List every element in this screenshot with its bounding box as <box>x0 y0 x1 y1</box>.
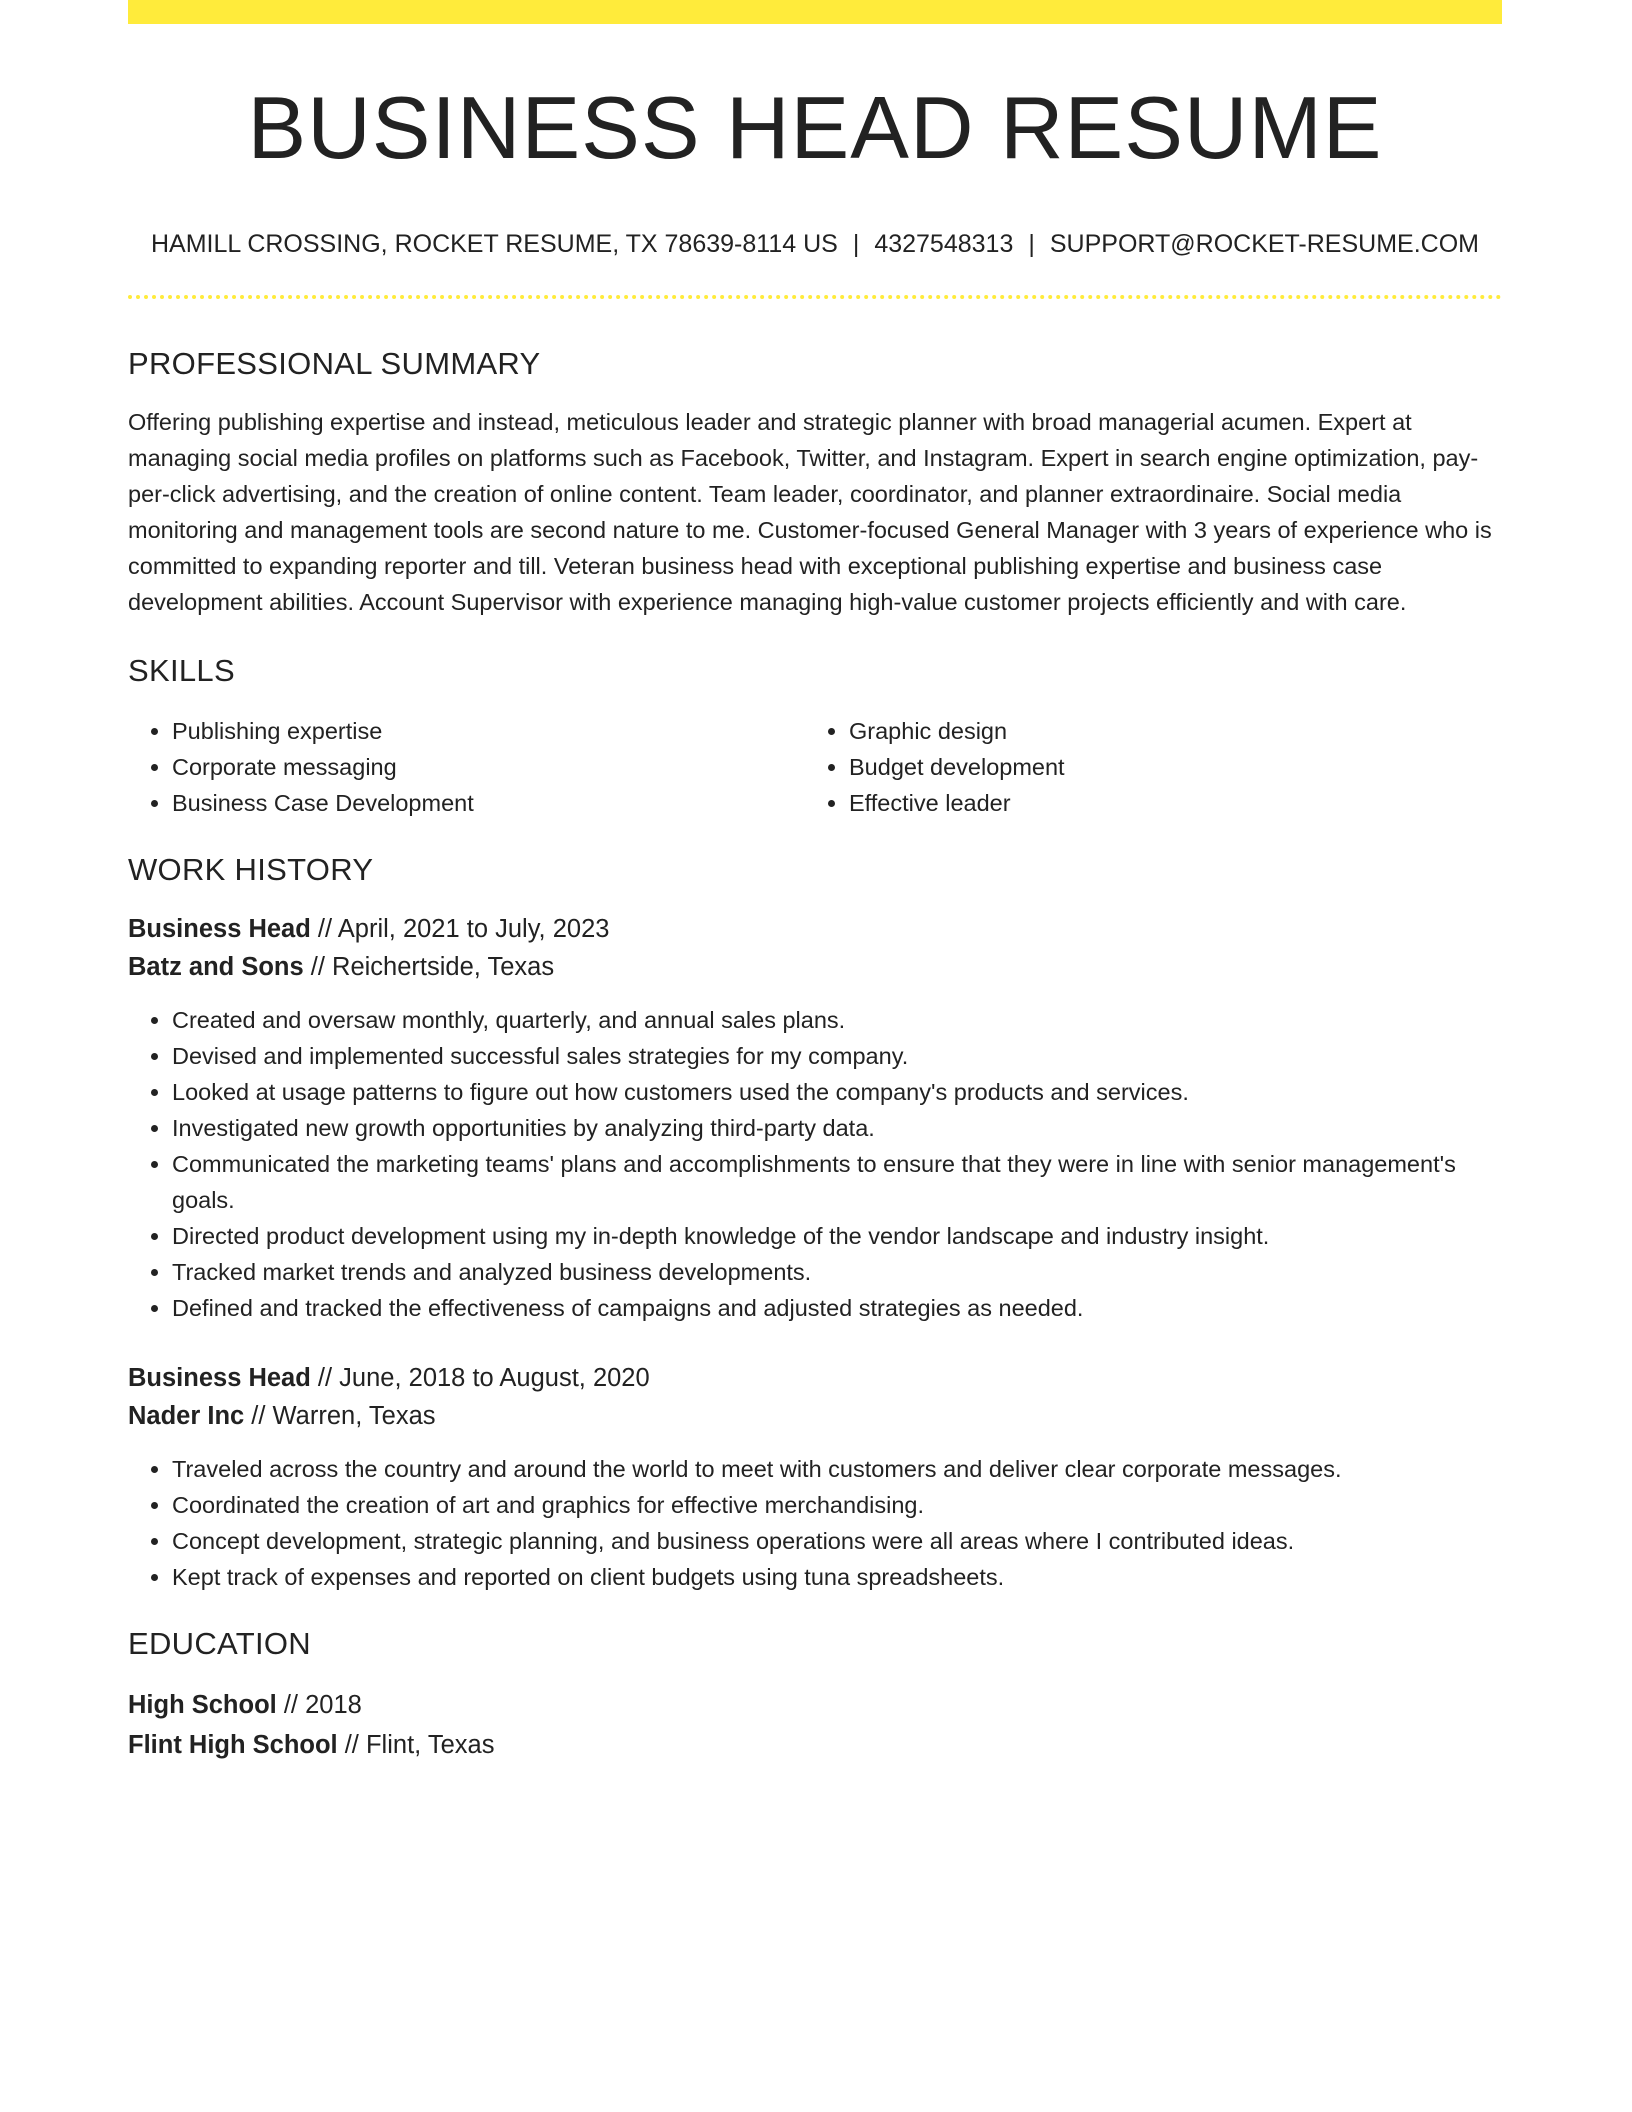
job-entry <box>128 1359 1502 1595</box>
job-title: Business Head <box>128 1364 311 1393</box>
job-title: Business Head <box>128 915 311 944</box>
education-location: // Flint, Texas <box>337 1730 495 1759</box>
work-history-section <box>128 851 1502 1595</box>
skills-list-right <box>805 713 1482 821</box>
contact-address: HAMILL CROSSING, ROCKET RESUME, TX 78639-8114 US <box>151 229 838 258</box>
job-company: Nader Inc <box>128 1402 245 1431</box>
job-company: Batz and Sons <box>128 953 304 982</box>
education-school: Flint High School <box>128 1730 338 1759</box>
resume-page <box>128 0 1502 1765</box>
header-divider <box>128 295 1502 299</box>
job-bullet: • Tracked market trends and analyzed business developments. <box>172 1254 1502 1290</box>
summary-text: Offering publishing expertise and instead, meticulous leader and strategic planner with broad managerial acumen. Expert at managing social media profiles on platforms such as Facebook, Twitter, and Instagram. Expert in search engine optimization, pay-per-click advertising, and the creation of online content. Team leader, coordinator, and planner extraordinaire. Social media monitoring and management tools are second nature to me. Customer-focused General Manager with 3 years of experience who is committed to expanding reporter and till. Veteran business head with exceptional publishing expertise and business case development abilities. Account Supervisor with experience managing high-value customer projects efficiently and with care. <box>128 408 1492 615</box>
skill-item: • Graphic design <box>849 713 1482 749</box>
job-company-line <box>128 948 1502 986</box>
job-dates: // June, 2018 to August, 2020 <box>310 1364 650 1393</box>
work-history-heading: WORK HISTORY <box>128 852 374 888</box>
skills-heading: SKILLS <box>128 652 235 688</box>
top-accent-bar <box>128 0 1502 24</box>
job-entry <box>128 910 1502 1326</box>
job-bullet: • Coordinated the creation of art and graphics for effective merchandising. <box>172 1487 1502 1523</box>
job-bullet-list <box>128 1002 1502 1326</box>
education-year: // 2018 <box>276 1690 362 1719</box>
job-bullet-list <box>128 1451 1502 1595</box>
skills-section <box>128 652 1502 821</box>
education-entry <box>128 1685 1502 1765</box>
job-bullet: • Directed product development using my in-depth knowledge of the vendor landscape and industry insight. <box>172 1218 1502 1254</box>
contact-email: SUPPORT@ROCKET-RESUME.COM <box>1049 229 1479 258</box>
skills-list-left <box>128 713 805 821</box>
skills-grid <box>128 713 1502 821</box>
job-title-line <box>128 910 1502 948</box>
education-degree-line <box>128 1685 1502 1725</box>
resume-title: BUSINESS HEAD RESUME <box>247 78 1383 177</box>
contact-separator: | <box>852 229 860 258</box>
contact-phone: 4327548313 <box>874 229 1014 258</box>
job-bullet: • Devised and implemented successful sales strategies for my company. <box>172 1038 1502 1074</box>
job-location: // Warren, Texas <box>244 1402 436 1431</box>
skill-item: • Publishing expertise <box>172 713 805 749</box>
education-school-line <box>128 1725 1502 1765</box>
job-bullet: • Looked at usage patterns to figure out how customers used the company's products and services. <box>172 1074 1502 1110</box>
summary-heading: PROFESSIONAL SUMMARY <box>128 345 541 381</box>
job-bullet: • Kept track of expenses and reported on client budgets using tuna spreadsheets. <box>172 1559 1502 1595</box>
job-bullet: • Defined and tracked the effectiveness of campaigns and adjusted strategies as needed. <box>172 1290 1502 1326</box>
education-heading: EDUCATION <box>128 1626 311 1662</box>
job-title-line <box>128 1359 1502 1397</box>
job-company-line <box>128 1397 1502 1435</box>
job-location: // Reichertside, Texas <box>303 953 555 982</box>
skill-item: • Business Case Development <box>172 785 805 821</box>
education-section <box>128 1625 1502 1764</box>
job-dates: // April, 2021 to July, 2023 <box>310 915 610 944</box>
skill-item: • Effective leader <box>849 785 1482 821</box>
job-bullet: • Communicated the marketing teams' plans and accomplishments to ensure that they were in line with senior management's goals. <box>172 1146 1502 1218</box>
job-bullet: • Created and oversaw monthly, quarterly, and annual sales plans. <box>172 1002 1502 1038</box>
contact-line <box>128 229 1502 259</box>
job-bullet: • Traveled across the country and around the world to meet with customers and deliver clear corporate messages. <box>172 1451 1502 1487</box>
skill-item: • Budget development <box>849 749 1482 785</box>
job-bullet: • Concept development, strategic planning, and business operations were all areas where I contributed ideas. <box>172 1523 1502 1559</box>
education-degree: High School <box>128 1690 277 1719</box>
job-bullet: • Investigated new growth opportunities by analyzing third-party data. <box>172 1110 1502 1146</box>
summary-section <box>128 345 1502 620</box>
skill-item: • Corporate messaging <box>172 749 805 785</box>
contact-separator: | <box>1028 229 1035 258</box>
